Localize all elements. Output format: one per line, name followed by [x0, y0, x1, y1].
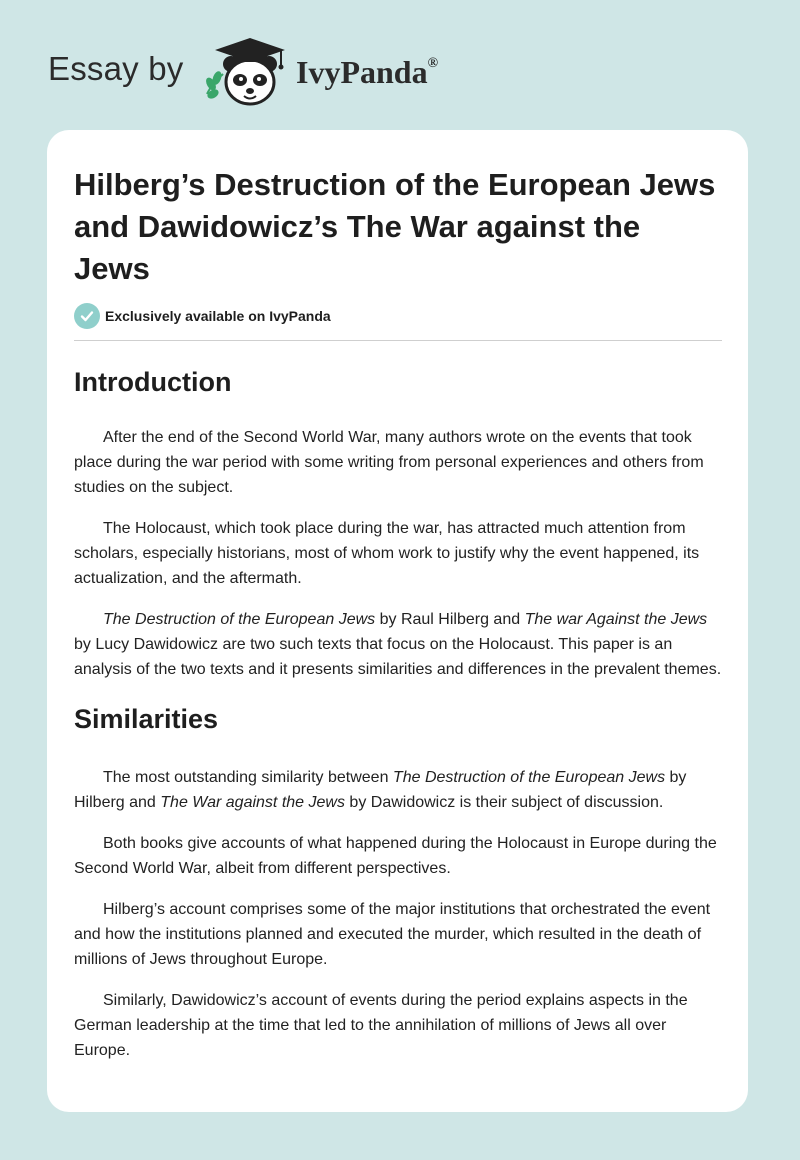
- book-title-dawidowicz: The war Against the Jews: [524, 611, 708, 628]
- panda-graduation-cap-icon[interactable]: [203, 34, 289, 110]
- exclusive-badge-text: Exclusively available on IvyPanda: [105, 308, 331, 324]
- brand-text: IvyPanda: [296, 54, 428, 90]
- essay-by-label: Essay by: [48, 50, 184, 87]
- essay-title: Hilberg’s Destruction of the European Jews and Dawidowicz’s The War against the Jews: [74, 167, 716, 286]
- site-header: [48, 34, 748, 114]
- book-title-hilberg: The Destruction of the European Jews: [392, 769, 666, 786]
- similarities-paragraph-2: Both books give accounts of what happened during the Holocaust in Europe during the Second World War, albeit from different perspectives.: [74, 835, 717, 877]
- essay-card: [47, 130, 748, 1112]
- paragraph-text: by Hilberg and: [74, 769, 687, 811]
- section-heading-introduction: Introduction: [74, 367, 232, 397]
- registered-mark: ®: [427, 56, 439, 71]
- similarities-paragraph-3: Hilberg’s account comprises some of the major institutions that orchestrated the event and how the institutions planned and executed the murder, which resulted in the death of millions of Jews throughout Europe.: [74, 901, 711, 968]
- divider: [74, 340, 722, 341]
- paragraph-text: by Dawidowicz is their subject of discussion.: [344, 794, 664, 811]
- intro-paragraph-1: After the end of the Second World War, many authors wrote on the events that took place during the war period with some writing from personal experiences and others from studies on the subject.: [74, 429, 704, 496]
- exclusive-badge: [74, 302, 722, 330]
- paragraph-text: The most outstanding similarity between: [103, 769, 393, 786]
- section-heading-similarities: Similarities: [74, 704, 219, 734]
- similarities-paragraph-4: Similarly, Dawidowicz’s account of events during the period explains aspects in the German leadership at the time that led to the annihilation of millions of Jews all over Europe.: [74, 992, 688, 1059]
- book-title-dawidowicz: The War against the Jews: [160, 794, 345, 811]
- paragraph-text: by Raul Hilberg and: [375, 611, 525, 628]
- similarities-paragraph-1: [74, 765, 722, 815]
- paragraph-text: by Lucy Dawidowicz are two such texts that focus on the Holocaust. This paper is an analysis of the two texts and it presents similarities and differences in the prevalent themes.: [74, 636, 722, 678]
- book-title-hilberg: The Destruction of the European Jews: [103, 611, 376, 628]
- check-circle-icon: [74, 303, 100, 329]
- brand-name[interactable]: [296, 54, 438, 91]
- intro-paragraph-2: The Holocaust, which took place during the war, has attracted much attention from scholars, especially historians, most of whom work to justify why the event happened, its actualization, and the aftermath.: [74, 520, 700, 587]
- intro-paragraph-3: [74, 607, 722, 682]
